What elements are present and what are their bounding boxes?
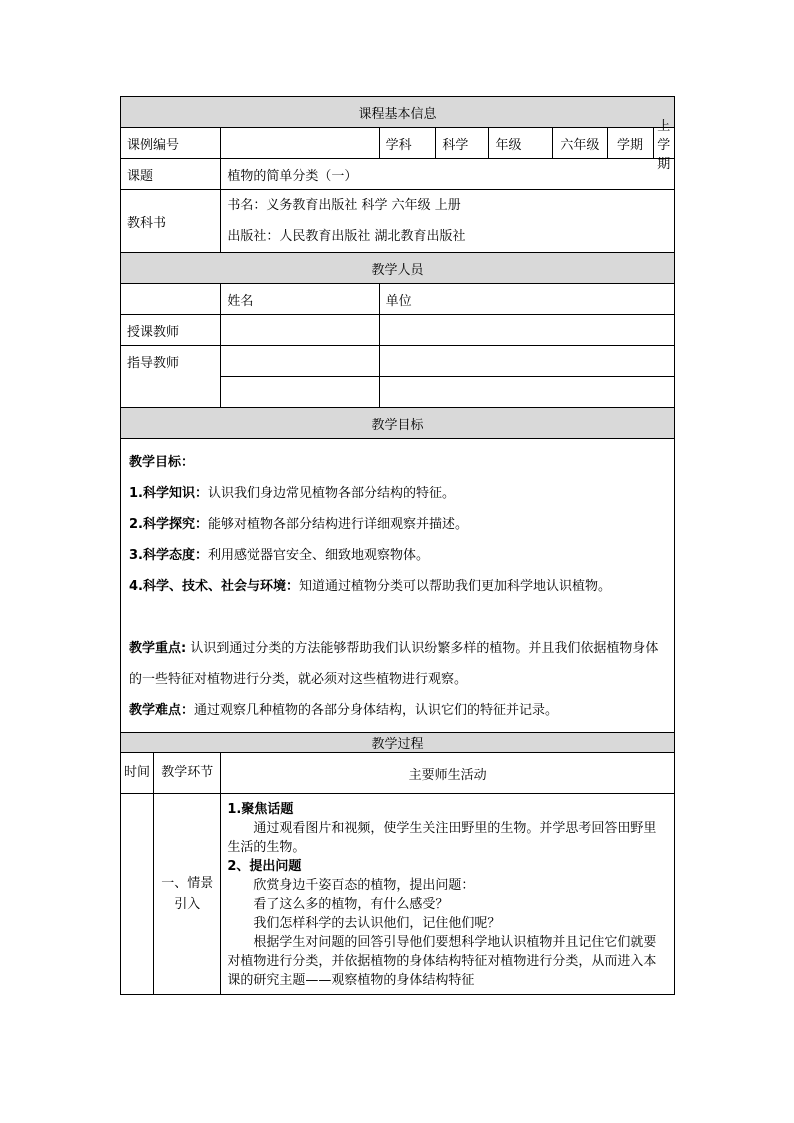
stage-time-cell: [121, 794, 154, 995]
textbook-line-2: 出版社：人民教育出版社 湖北教育出版社: [227, 229, 466, 244]
stage-label: 一、情景引入: [154, 794, 221, 995]
teacher-name-cell: [221, 315, 379, 346]
staff-corner-cell: [121, 284, 221, 315]
goals-content: [121, 439, 675, 733]
question-text-1: 欣赏身边千姿百态的植物，提出问题：: [253, 878, 475, 893]
unit-header: 单位: [379, 284, 674, 315]
process-title: 教学过程: [121, 733, 675, 753]
topic-row: [121, 159, 675, 190]
textbook-row: [121, 190, 675, 253]
col-time: 时间: [121, 753, 154, 794]
teacher-label: 授课教师: [121, 315, 221, 346]
case-no-value: [221, 128, 379, 159]
term-value: 学期: [657, 137, 671, 172]
process-stage-row: [121, 794, 675, 995]
mentor-unit-cell-1: [379, 346, 674, 377]
topic-focus-heading: 1.聚焦话题: [227, 802, 294, 817]
goals-heading: 教学目标：: [129, 455, 195, 470]
textbook-label: 教科书: [121, 190, 221, 253]
goal-item: 2.科学探究：能够对植物各部分结构进行详细观察并描述。: [129, 517, 468, 532]
grade-label: 年级: [489, 128, 553, 159]
goals-title: 教学目标: [121, 408, 675, 439]
mentor-name-cell-2: [221, 377, 379, 408]
question-text-3: 我们怎样科学的去认识他们，记住他们呢？: [253, 916, 501, 931]
topic-value: 植物的简单分类（一）: [221, 159, 675, 190]
name-header: 姓名: [221, 284, 379, 315]
staff-columns-row: [121, 284, 675, 315]
goals-header-row: [121, 408, 675, 439]
subject-label: 学科: [379, 128, 436, 159]
textbook-info: [221, 190, 675, 253]
subject-value: 科学: [436, 128, 489, 159]
goal-item: 4.科学、技术、社会与环境：知道通过植物分类可以帮助我们更加科学地认识植物。: [129, 579, 611, 594]
difficulty-point: 教学难点：通过观察几种植物的各部分身体结构，认识它们的特征并记录。: [129, 703, 559, 718]
lesson-plan-table: [120, 96, 675, 995]
case-no-label: 课例编号: [121, 128, 221, 159]
term-cells: [607, 128, 674, 172]
key-point: 教学重点: 认识到通过分类的方法能够帮助我们认识纷繁多样的植物。并且我们依据植物身体的一些特征对植物进行分类，就必须对这些植物进行观察。: [129, 641, 659, 687]
basic-info-header-row: [121, 97, 675, 128]
term-label: 学期: [608, 128, 654, 158]
question-text-4: 根据学生对问题的回答引导他们要想科学地认识植物并且记住它们就要对植物进行分类，并依据植物的身体结构特征对植物进行分类，从而进入本课的研究主题——观察植物的身体结构特征: [227, 935, 657, 988]
process-columns-row: [121, 753, 675, 794]
case-info-row: [121, 128, 675, 159]
mentor-unit-cell-2: [379, 377, 674, 408]
goal-item: 3.科学态度：利用感觉器官安全、细致地观察物体。: [129, 548, 429, 563]
topic-focus-text: 通过观看图片和视频，使学生关注田野里的生物。并学思考回答田野里生活的生物。: [227, 821, 657, 855]
basic-info-title: 课程基本信息: [121, 97, 675, 128]
goals-content-row: [121, 439, 675, 733]
staff-header-row: [121, 253, 675, 284]
topic-label: 课题: [121, 159, 221, 190]
grade-value: 六年级: [553, 128, 607, 159]
teacher-unit-cell: [379, 315, 674, 346]
process-header-row: [121, 733, 675, 753]
col-step: 教学环节: [154, 753, 221, 794]
mentor-label: 指导教师: [121, 346, 221, 408]
teacher-row: [121, 315, 675, 346]
textbook-line-1: 书名：义务教育出版社 科学 六年级 上册: [227, 198, 461, 213]
goal-item: 1.科学知识：认识我们身边常见植物各部分结构的特征。: [129, 486, 455, 501]
question-text-2: 看了这么多的植物，有什么感受？: [253, 897, 449, 912]
mentor-row: [121, 346, 675, 377]
col-activity: 主要师生活动: [221, 753, 675, 794]
stage-activity: [221, 794, 675, 995]
mentor-name-cell-1: [221, 346, 379, 377]
staff-title: 教学人员: [121, 253, 675, 284]
raise-question-heading: 2、提出问题: [227, 859, 302, 874]
